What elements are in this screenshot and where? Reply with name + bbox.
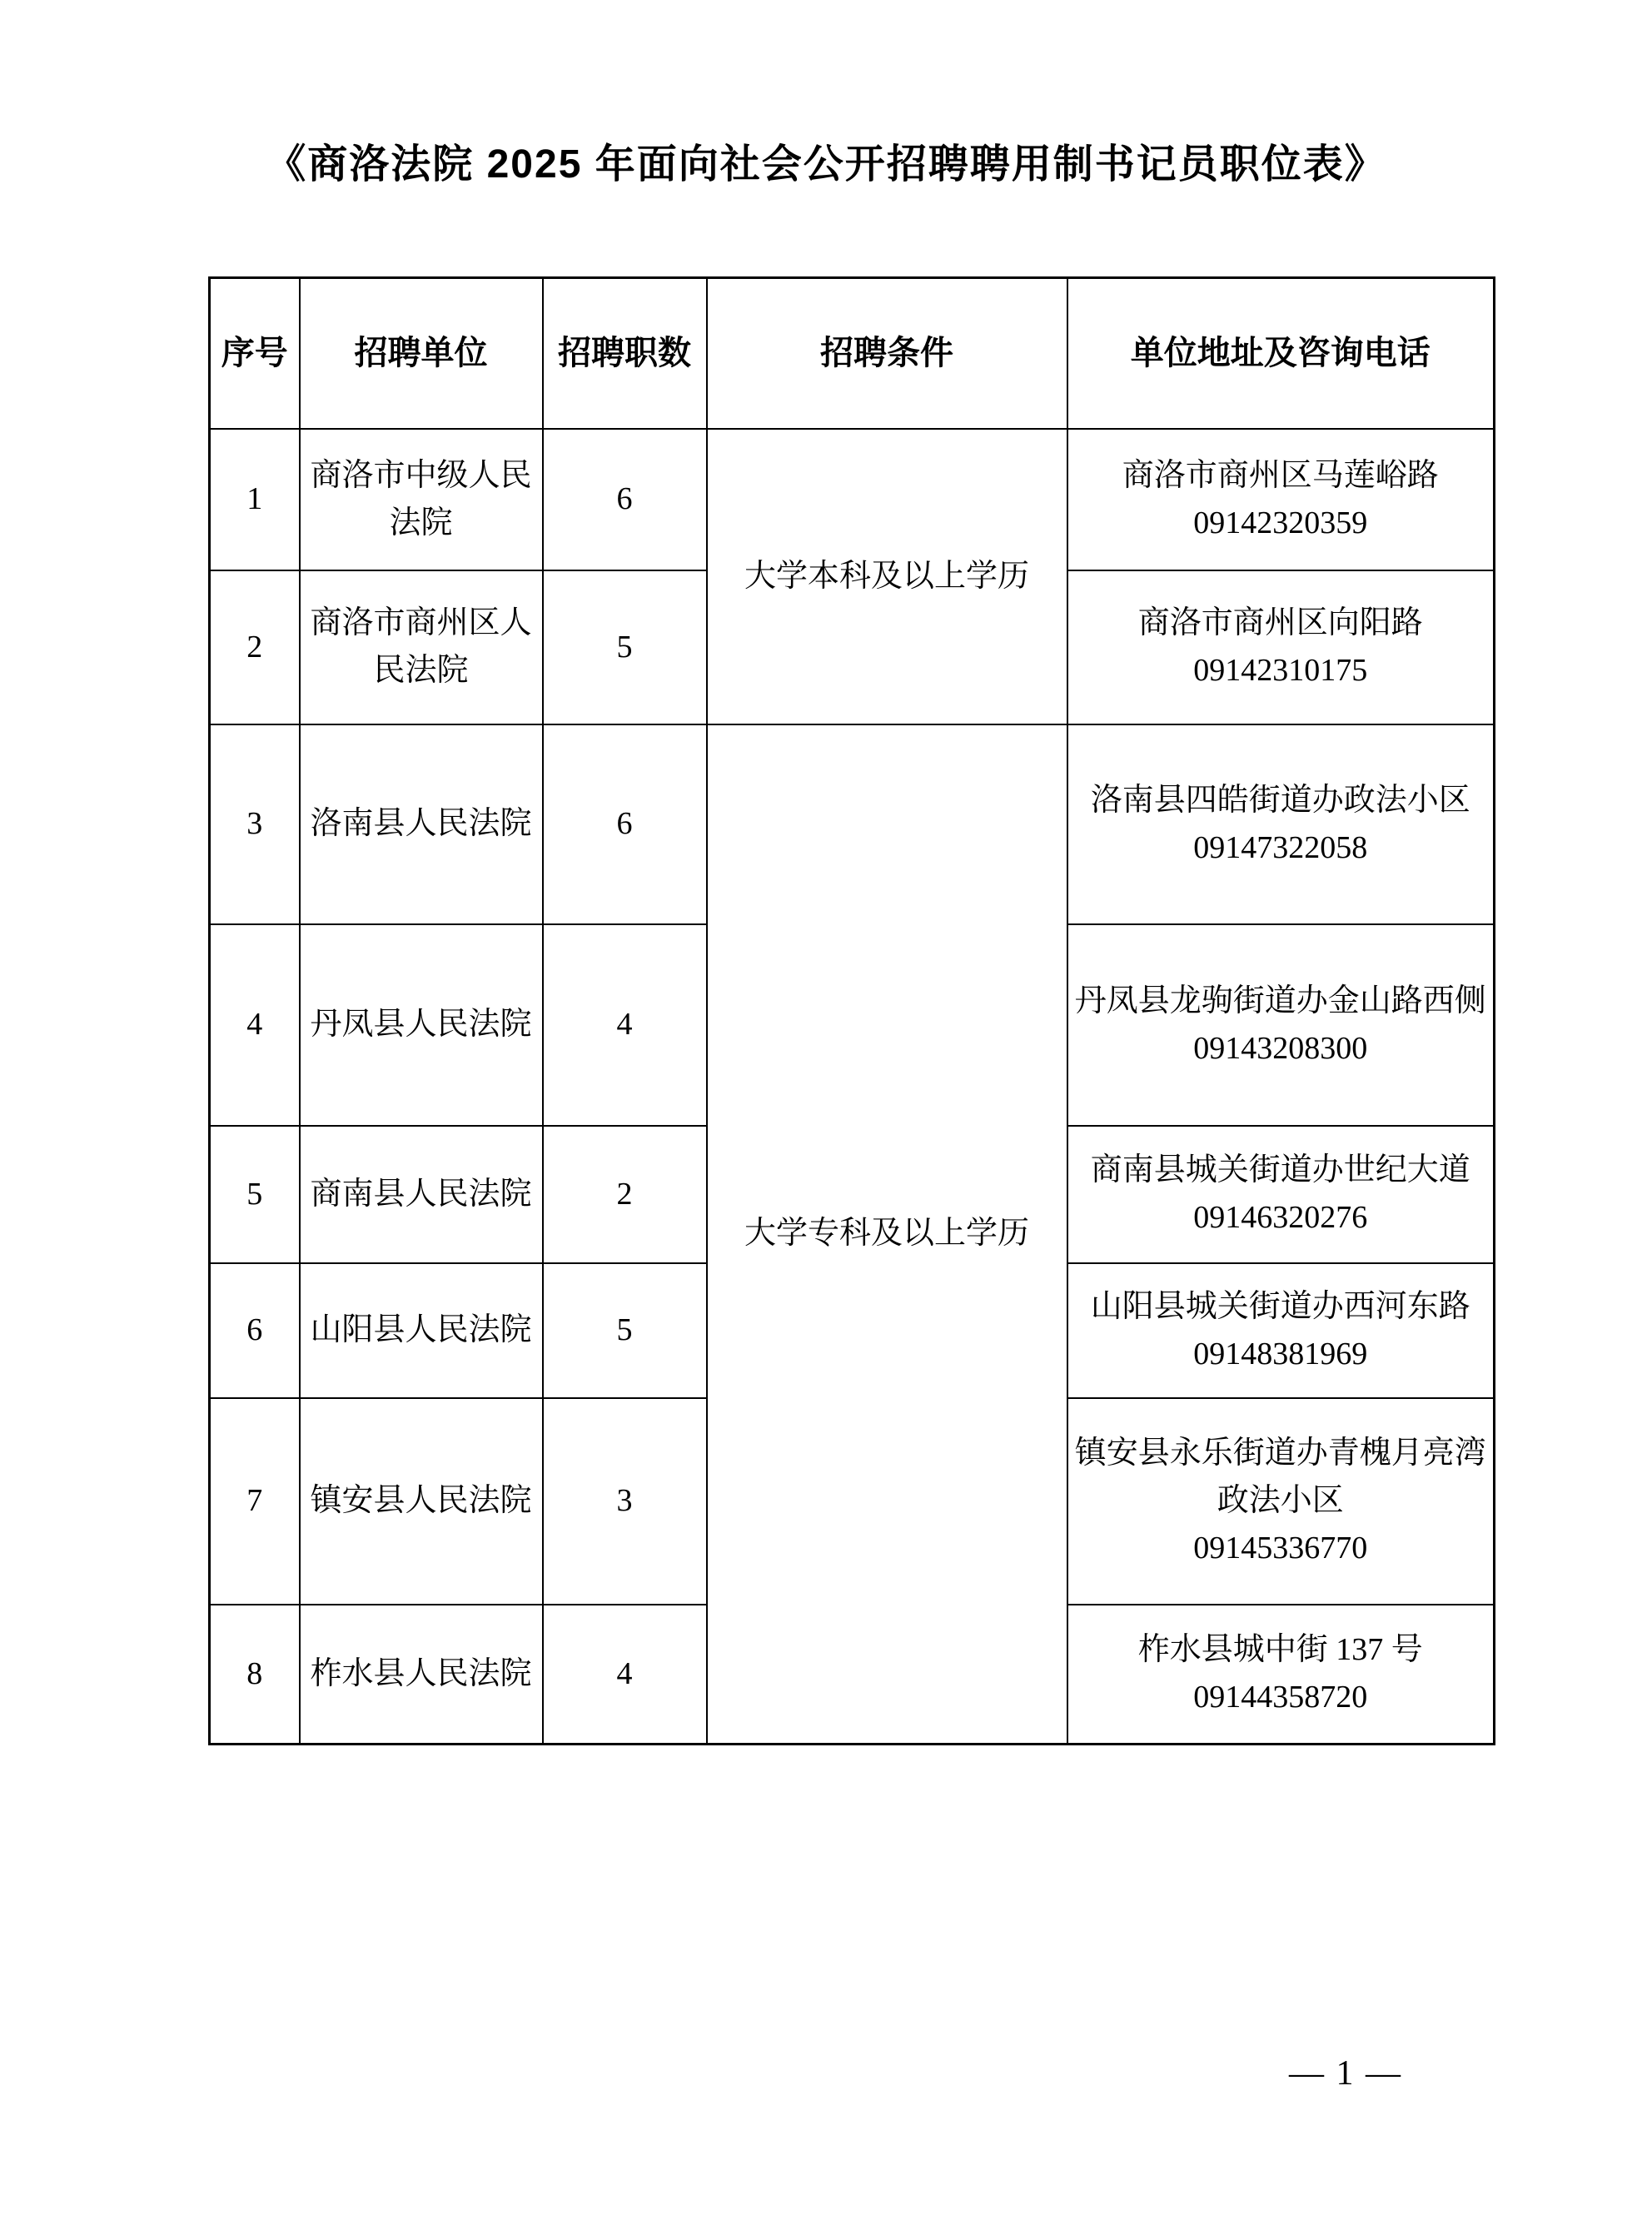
cell-count: 6 <box>543 724 707 924</box>
address-text: 商洛市商州区马莲峪路 <box>1122 457 1439 493</box>
phone-text: 09144358720 <box>1193 1680 1368 1715</box>
phone-text: 09145336770 <box>1193 1531 1368 1565</box>
table-row <box>210 429 1495 570</box>
cell-count: 6 <box>543 429 707 570</box>
col-header-seq: 序号 <box>210 278 300 429</box>
address-text: 山阳县城关街道办西河东路 <box>1090 1288 1470 1324</box>
cell-unit: 镇安县人民法院 <box>300 1398 543 1605</box>
address-text: 镇安县永乐街道办青槐月亮湾政法小区 <box>1074 1436 1486 1518</box>
cell-address-phone <box>1067 1398 1495 1605</box>
phone-text: 09147322058 <box>1193 829 1368 865</box>
cell-count: 5 <box>543 570 707 724</box>
cell-count: 3 <box>543 1398 707 1605</box>
cell-unit: 洛南县人民法院 <box>300 724 543 924</box>
cell-address-phone <box>1067 429 1495 570</box>
cell-address-phone <box>1067 1605 1495 1745</box>
positions-table <box>208 276 1495 1745</box>
cell-unit: 商洛市商州区人民法院 <box>300 570 543 724</box>
address-text: 商南县城关街道办世纪大道 <box>1090 1152 1470 1187</box>
cell-seq: 4 <box>210 924 300 1126</box>
cell-seq: 1 <box>210 429 300 570</box>
cell-condition-college: 大学专科及以上学历 <box>707 724 1067 1745</box>
cell-address-phone <box>1067 1263 1495 1398</box>
col-header-unit: 招聘单位 <box>300 278 543 429</box>
page-number: — 1 — <box>1289 2054 1402 2093</box>
cell-unit: 丹凤县人民法院 <box>300 924 543 1126</box>
cell-seq: 5 <box>210 1126 300 1263</box>
address-text: 商洛市商州区向阳路 <box>1137 605 1423 640</box>
cell-unit: 柞水县人民法院 <box>300 1605 543 1745</box>
cell-address-phone <box>1067 924 1495 1126</box>
cell-unit: 商南县人民法院 <box>300 1126 543 1263</box>
cell-seq: 8 <box>210 1605 300 1745</box>
cell-count: 5 <box>543 1263 707 1398</box>
phone-text: 09142320359 <box>1193 505 1368 540</box>
cell-seq: 3 <box>210 724 300 924</box>
col-header-address: 单位地址及咨询电话 <box>1067 278 1495 429</box>
cell-count: 4 <box>543 1605 707 1745</box>
cell-seq: 7 <box>210 1398 300 1605</box>
page-title: 《商洛法院 2025 年面向社会公开招聘聘用制书记员职位表》 <box>266 142 1386 187</box>
phone-text: 09143208300 <box>1193 1030 1368 1066</box>
cell-unit: 山阳县人民法院 <box>300 1263 543 1398</box>
cell-count: 4 <box>543 924 707 1126</box>
cell-condition-bachelor: 大学本科及以上学历 <box>707 429 1067 724</box>
col-header-condition: 招聘条件 <box>707 278 1067 429</box>
cell-count: 2 <box>543 1126 707 1263</box>
cell-seq: 6 <box>210 1263 300 1398</box>
cell-seq: 2 <box>210 570 300 724</box>
cell-address-phone <box>1067 724 1495 924</box>
address-text: 柞水县城中街 137 号 <box>1137 1632 1423 1668</box>
cell-address-phone <box>1067 570 1495 724</box>
address-text: 丹凤县龙驹街道办金山路西侧 <box>1074 983 1486 1018</box>
phone-text: 09142310175 <box>1193 653 1368 688</box>
cell-unit: 商洛市中级人民法院 <box>300 429 543 570</box>
table-header-row <box>210 278 1495 429</box>
phone-text: 09148381969 <box>1193 1336 1368 1371</box>
cell-address-phone <box>1067 1126 1495 1263</box>
address-text: 洛南县四皓街道办政法小区 <box>1090 782 1470 818</box>
col-header-count: 招聘职数 <box>543 278 707 429</box>
table-row <box>210 724 1495 924</box>
phone-text: 09146320276 <box>1193 1200 1368 1235</box>
